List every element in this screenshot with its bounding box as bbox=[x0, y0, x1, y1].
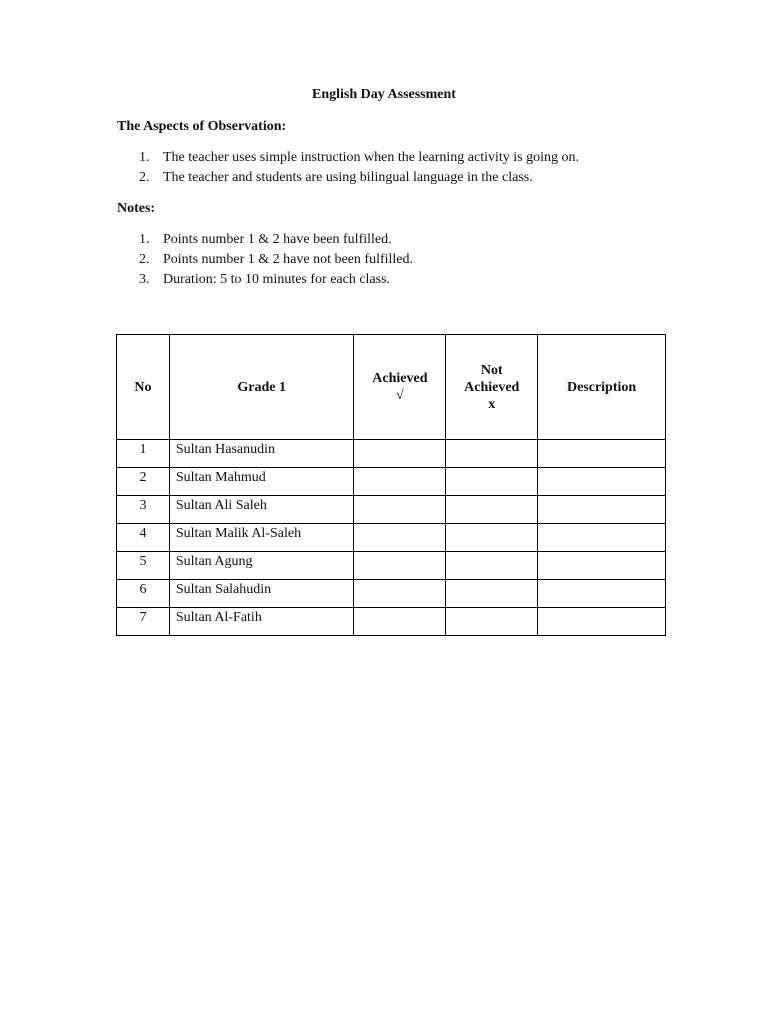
header-not-achieved-label-line1: Not bbox=[480, 362, 503, 378]
cell-achieved bbox=[354, 440, 446, 468]
list-item bbox=[117, 148, 579, 168]
cell-not-achieved bbox=[446, 524, 538, 552]
cell-achieved bbox=[354, 608, 446, 636]
cell-achieved bbox=[354, 552, 446, 580]
table-row bbox=[117, 608, 666, 636]
cell-name: Sultan Ali Saleh bbox=[169, 496, 354, 524]
cell-description bbox=[538, 468, 666, 496]
list-item-number: 3. bbox=[139, 272, 150, 287]
assessment-table bbox=[116, 334, 666, 636]
header-description: Description bbox=[538, 335, 666, 440]
notes-list bbox=[117, 230, 413, 290]
cell-achieved bbox=[354, 468, 446, 496]
cell-name: Sultan Salahudin bbox=[169, 580, 354, 608]
cell-no: 7 bbox=[117, 608, 170, 636]
aspects-list bbox=[117, 148, 579, 188]
cell-name: Sultan Agung bbox=[169, 552, 354, 580]
list-item-number: 1. bbox=[139, 232, 150, 247]
cell-name: Sultan Al-Fatih bbox=[169, 608, 354, 636]
list-item bbox=[117, 270, 413, 290]
cell-no: 6 bbox=[117, 580, 170, 608]
table-header-row bbox=[117, 335, 666, 440]
cell-not-achieved bbox=[446, 608, 538, 636]
cell-description bbox=[538, 496, 666, 524]
table-row bbox=[117, 468, 666, 496]
list-item-text: The teacher uses simple instruction when the learning activity is going on. bbox=[163, 150, 580, 165]
cell-no: 3 bbox=[117, 496, 170, 524]
cross-mark-icon: x bbox=[488, 396, 496, 412]
checkmark-icon: √ bbox=[396, 388, 404, 403]
table-row bbox=[117, 580, 666, 608]
cell-description bbox=[538, 608, 666, 636]
cell-not-achieved bbox=[446, 580, 538, 608]
list-item-number: 2. bbox=[139, 170, 150, 185]
cell-name: Sultan Hasanudin bbox=[169, 440, 354, 468]
cell-no: 4 bbox=[117, 524, 170, 552]
header-not-achieved bbox=[446, 335, 538, 440]
aspects-heading: The Aspects of Observation: bbox=[117, 119, 287, 134]
list-item-text: Points number 1 & 2 have not been fulfilled. bbox=[163, 252, 414, 267]
cell-description bbox=[538, 440, 666, 468]
list-item bbox=[117, 168, 579, 188]
table-row bbox=[117, 524, 666, 552]
cell-not-achieved bbox=[446, 552, 538, 580]
list-item-text: The teacher and students are using bilingual language in the class. bbox=[163, 170, 533, 185]
cell-no: 2 bbox=[117, 468, 170, 496]
cell-achieved bbox=[354, 524, 446, 552]
list-item-text: Points number 1 & 2 have been fulfilled. bbox=[163, 232, 392, 247]
list-item-text: Duration: 5 to 10 minutes for each class. bbox=[163, 272, 391, 287]
header-no: No bbox=[117, 335, 170, 440]
cell-description bbox=[538, 552, 666, 580]
cell-not-achieved bbox=[446, 496, 538, 524]
table-row bbox=[117, 552, 666, 580]
cell-achieved bbox=[354, 580, 446, 608]
table-row bbox=[117, 496, 666, 524]
cell-no: 5 bbox=[117, 552, 170, 580]
cell-name: Sultan Malik Al-Saleh bbox=[169, 524, 354, 552]
table-row bbox=[117, 440, 666, 468]
cell-not-achieved bbox=[446, 440, 538, 468]
list-item-number: 1. bbox=[139, 150, 150, 165]
list-item bbox=[117, 250, 413, 270]
header-grade: Grade 1 bbox=[169, 335, 354, 440]
cell-no: 1 bbox=[117, 440, 170, 468]
notes-heading: Notes: bbox=[117, 201, 156, 216]
header-achieved bbox=[354, 335, 446, 440]
cell-description bbox=[538, 580, 666, 608]
page-title: English Day Assessment bbox=[312, 87, 456, 102]
list-item-number: 2. bbox=[139, 252, 150, 267]
header-not-achieved-label-line2: Achieved bbox=[464, 379, 520, 395]
cell-not-achieved bbox=[446, 468, 538, 496]
cell-name: Sultan Mahmud bbox=[169, 468, 354, 496]
header-achieved-label: Achieved bbox=[372, 371, 428, 386]
cell-achieved bbox=[354, 496, 446, 524]
cell-description bbox=[538, 524, 666, 552]
list-item bbox=[117, 230, 413, 250]
